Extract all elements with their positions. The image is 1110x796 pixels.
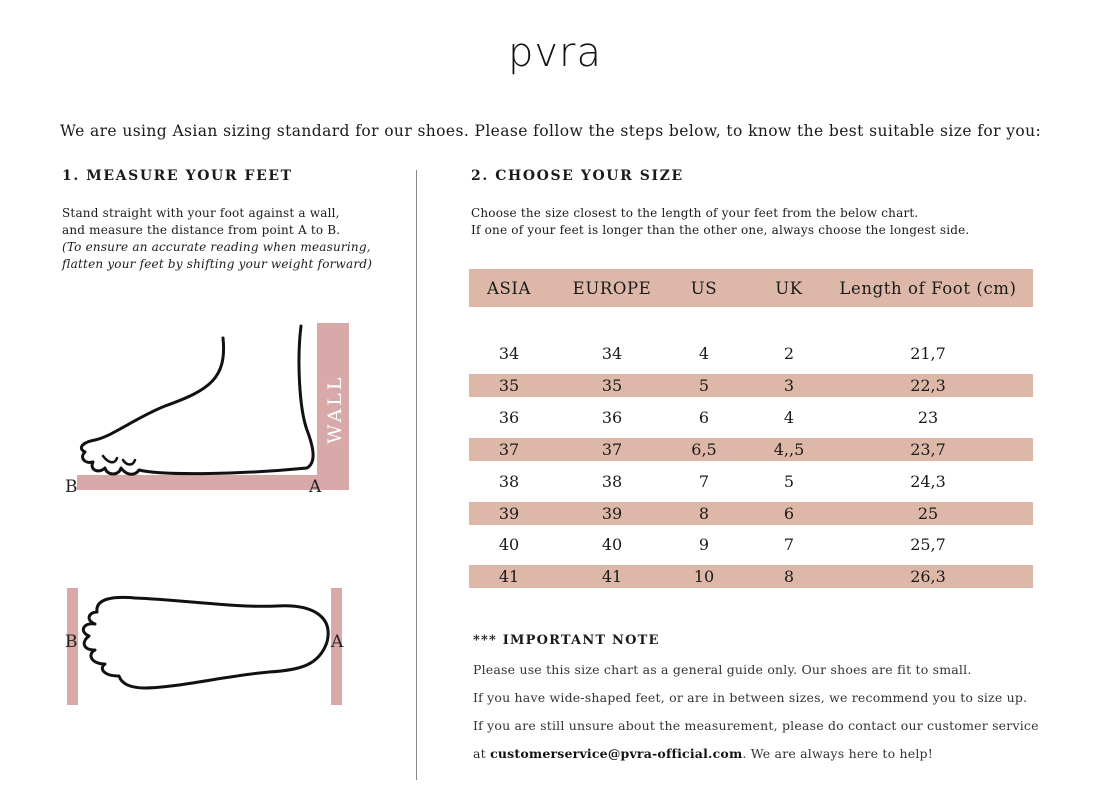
cell-uk: 3 [783, 376, 795, 395]
header-asia: ASIA [486, 278, 532, 298]
cell-us: 6,5 [691, 440, 717, 459]
cell-europe: 39 [601, 504, 623, 523]
cell-length: 21,7 [910, 344, 946, 363]
table-row [469, 438, 1033, 461]
cell-us: 4 [698, 344, 710, 363]
table-row [469, 374, 1033, 397]
top-foot-icon [83, 597, 328, 688]
note-suffix: . We are always here to help! [742, 746, 933, 761]
cell-us: 9 [698, 535, 710, 554]
cell-us: 7 [698, 472, 710, 491]
instruction-line: Stand straight with your foot against a wall, [62, 206, 340, 220]
header-europe: EUROPE [572, 278, 652, 298]
cell-asia: 35 [498, 376, 520, 395]
cell-asia: 36 [498, 408, 520, 427]
measure-instructions [62, 205, 372, 273]
cell-uk: 2 [783, 344, 795, 363]
point-a-label: A [309, 477, 322, 497]
instruction-line: Choose the size closest to the length of your feet from the below chart. [471, 206, 919, 220]
instruction-line: and measure the distance from point A to B. [62, 223, 341, 237]
choose-size-heading: 2. CHOOSE YOUR SIZE [471, 168, 684, 184]
cell-asia: 37 [498, 440, 520, 459]
table-row [469, 470, 1033, 493]
cell-us: 6 [698, 408, 710, 427]
cell-us: 10 [693, 567, 715, 586]
table-row [469, 533, 1033, 556]
cell-length: 22,3 [910, 376, 946, 395]
cell-length: 24,3 [910, 472, 946, 491]
cell-length: 23,7 [910, 440, 946, 459]
header-length: Length of Foot (cm) [839, 278, 1017, 298]
instruction-line: If one of your feet is longer than the other one, always choose the longest side. [471, 223, 970, 237]
table-row [469, 565, 1033, 588]
cell-uk: 6 [783, 504, 795, 523]
cell-length: 23 [917, 408, 939, 427]
cell-asia: 38 [498, 472, 520, 491]
cell-uk: 8 [783, 567, 795, 586]
cell-uk: 4 [783, 408, 795, 427]
cell-length: 25,7 [910, 535, 946, 554]
side-foot-diagram [55, 318, 360, 498]
cell-uk: 4,,5 [773, 440, 805, 459]
table-row [469, 342, 1033, 365]
point-b-label: B [65, 477, 78, 497]
top-foot-diagram [55, 584, 355, 709]
note-line: If you have wide-shaped feet, or are in between sizes, we recommend you to size up. [473, 690, 1028, 705]
point-b-label-top: B [65, 632, 78, 652]
table-row [469, 502, 1033, 525]
instruction-italic-line: (To ensure an accurate reading when measuring, [62, 240, 371, 254]
toe-lines [103, 456, 135, 465]
cell-europe: 40 [601, 535, 623, 554]
table-header-row [469, 269, 1033, 307]
note-prefix: at [473, 746, 491, 761]
cell-asia: 40 [498, 535, 520, 554]
cell-asia: 41 [498, 567, 520, 586]
brand-logo: pvra [507, 30, 603, 76]
note-line: If you are still unsure about the measurement, please do contact our customer service [473, 718, 1039, 733]
side-foot-icon [81, 326, 313, 474]
table-row [469, 406, 1033, 429]
choose-instructions [471, 205, 969, 239]
point-a-label-top: A [331, 632, 344, 652]
cell-length: 26,3 [910, 567, 946, 586]
cell-europe: 37 [601, 440, 623, 459]
important-note-heading: *** IMPORTANT NOTE [473, 633, 660, 648]
column-divider [416, 170, 417, 780]
intro-text: We are using Asian sizing standard for our shoes. Please follow the steps below, to know the best suitable size for you: [60, 122, 1042, 140]
cell-europe: 36 [601, 408, 623, 427]
instruction-italic-line: flatten your feet by shifting your weight forward) [62, 257, 373, 271]
header-uk: UK [775, 278, 803, 298]
cell-asia: 34 [498, 344, 520, 363]
wall-label: WALL [324, 374, 346, 444]
cell-us: 5 [698, 376, 710, 395]
cell-us: 8 [698, 504, 710, 523]
measure-heading: 1. MEASURE YOUR FEET [62, 168, 293, 184]
cell-europe: 38 [601, 472, 623, 491]
note-line: Please use this size chart as a general guide only. Our shoes are fit to small. [473, 662, 972, 677]
header-us: US [690, 278, 718, 298]
cell-europe: 35 [601, 376, 623, 395]
support-email-link[interactable]: customerservice@pvra-official.com [490, 746, 743, 761]
cell-length: 25 [917, 504, 939, 523]
cell-uk: 7 [783, 535, 795, 554]
cell-europe: 41 [601, 567, 623, 586]
note-line-contact [473, 746, 933, 761]
cell-uk: 5 [783, 472, 795, 491]
cell-europe: 34 [601, 344, 623, 363]
cell-asia: 39 [498, 504, 520, 523]
